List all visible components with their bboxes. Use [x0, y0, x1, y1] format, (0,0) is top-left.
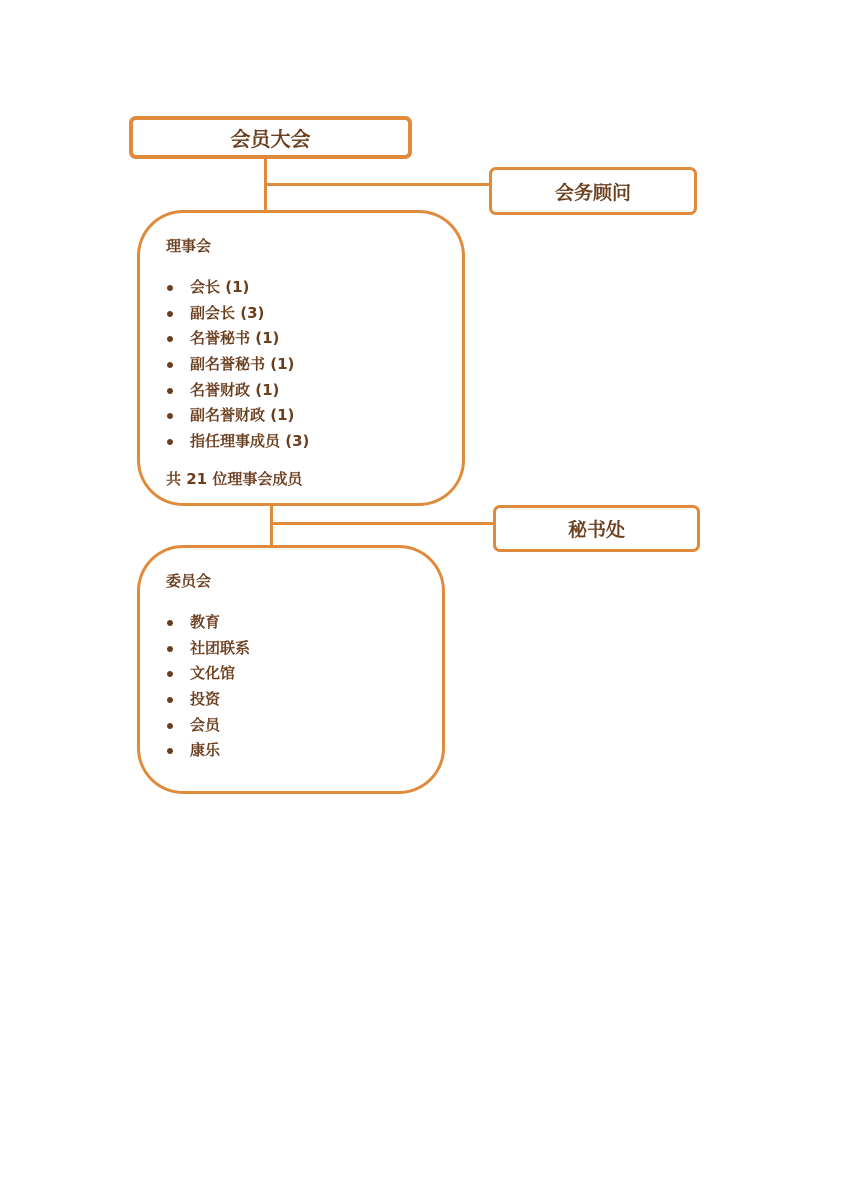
connector-to-advisors — [266, 183, 491, 186]
list-item: 文化馆 — [166, 661, 418, 687]
list-item: 副名誉秘书 (1) — [166, 352, 438, 378]
connector-to-secretariat — [272, 522, 495, 525]
list-item: 名誉秘书 (1) — [166, 326, 438, 352]
list-item: 会长 (1) — [166, 275, 438, 301]
connector-board-to-committees — [270, 504, 273, 548]
advisors-box — [489, 167, 697, 215]
list-item: 副名誉财政 (1) — [166, 403, 438, 429]
committees-box — [137, 545, 445, 794]
list-item: 康乐 — [166, 738, 418, 764]
secretariat-label: 秘书处 — [567, 519, 625, 541]
list-item: 指任理事成员 (3) — [166, 429, 438, 455]
board-box — [137, 210, 465, 506]
list-item: 社团联系 — [166, 636, 418, 662]
list-item: 名誉财政 (1) — [166, 378, 438, 404]
list-item: 教育 — [166, 610, 418, 636]
list-item: 副会长 (3) — [166, 301, 438, 327]
advisors-label: 会务顾问 — [554, 181, 631, 204]
committees-heading: 委员会 — [166, 572, 212, 590]
board-member-list — [166, 275, 438, 455]
board-heading: 理事会 — [166, 237, 212, 255]
committee-list — [166, 610, 418, 764]
general-meeting-box — [129, 116, 412, 159]
list-item: 投资 — [166, 687, 418, 713]
general-meeting-label: 会员大会 — [230, 127, 311, 151]
list-item: 会员 — [166, 713, 418, 739]
secretariat-box — [493, 505, 700, 552]
board-total: 共 21 位理事会成员 — [166, 469, 303, 488]
